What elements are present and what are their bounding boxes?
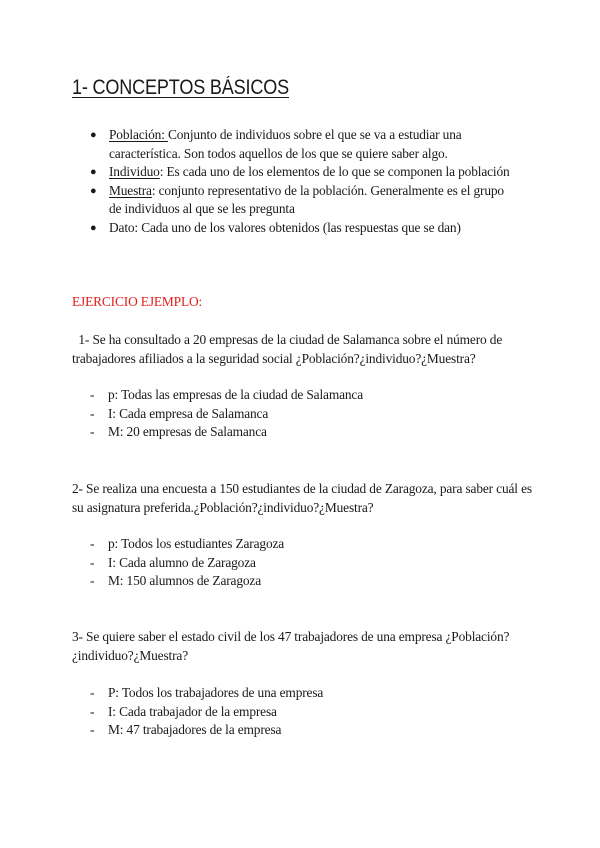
answer-text: M: 47 trabajadores de la empresa: [108, 722, 282, 737]
answer-text: M: 20 empresas de Salamanca: [108, 424, 267, 439]
list-item: [90, 554, 510, 573]
list-item: [90, 703, 510, 722]
list-item: [90, 684, 510, 703]
term-label: Muestra: [109, 182, 152, 198]
concepts-list: [90, 126, 510, 237]
exercise-question-2: 2- Se realiza una encuesta a 150 estudiantes de la ciudad de Zaragoza, para saber cuál es su asignatura preferida.¿Población?¿individuo?¿Muestra?: [72, 481, 532, 515]
bullet-icon: ●: [90, 166, 97, 178]
example-heading: EJERCICIO EJEMPLO:: [72, 294, 203, 309]
dash-icon: -: [90, 405, 95, 421]
term-definition: Dato: Cada uno de los valores obtenidos (las respuestas que se dan): [109, 219, 461, 235]
dash-icon: -: [90, 536, 95, 551]
dash-icon: -: [90, 722, 95, 737]
answer-text: I: Cada alumno de Zaragoza: [108, 554, 256, 570]
dash-icon: -: [90, 573, 95, 588]
term-label: Individuo: [109, 164, 160, 179]
list-item-individuo: [90, 163, 510, 182]
list-item: [90, 535, 510, 554]
answer-text: I: Cada trabajador de la empresa: [108, 703, 277, 719]
section-title: 1- CONCEPTOS BÁSICOS: [72, 76, 290, 99]
list-item: [90, 423, 510, 442]
answer-text: I: Cada empresa de Salamanca: [108, 405, 269, 421]
answer-text: p: Todas las empresas de la ciudad de Salamanca: [108, 387, 364, 402]
term-definition: : Es cada uno de los elementos de lo que se componen la población: [159, 164, 510, 179]
bullet-icon: ●: [90, 184, 97, 197]
answer-text: p: Todos los estudiantes Zaragoza: [108, 536, 285, 551]
answer-text: P: Todos los trabajadores de una empresa: [108, 685, 324, 700]
list-item: [90, 572, 510, 591]
exercise-question-1: 1- Se ha consultado a 20 empresas de la ciudad de Salamanca sobre el número de trabajadores afiliados a la seguridad social ¿Población?¿individuo?¿Muestra?: [72, 332, 506, 366]
answer-list-1: [90, 386, 510, 442]
list-item-dato: [90, 219, 510, 238]
term-definition: : conjunto representativo de la población. Generalmente es el grupo de individuos al que se les pregunta: [109, 182, 504, 216]
list-item: [90, 386, 510, 405]
bullet-icon: ●: [90, 129, 97, 141]
dash-icon: -: [90, 685, 95, 700]
dash-icon: -: [90, 387, 95, 402]
answer-list-2: [90, 535, 510, 591]
list-item-muestra: [90, 182, 510, 219]
dash-icon: -: [90, 424, 95, 439]
list-item: [90, 721, 510, 740]
answer-text: M: 150 alumnos de Zaragoza: [108, 573, 262, 588]
term-label: Población:: [109, 127, 168, 142]
term-definition: Conjunto de individuos sobre el que se va a estudiar una característica. Son todos aquellos de los que se quiere saber algo.: [109, 127, 462, 161]
exercise-question-3: 3- Se quiere saber el estado civil de los 47 trabajadores de una empresa ¿Población?¿individuo?¿Muestra?: [72, 629, 510, 663]
list-item-poblacion: [90, 126, 510, 163]
dash-icon: -: [90, 703, 95, 719]
bullet-icon: ●: [90, 221, 97, 234]
list-item: [90, 405, 510, 424]
dash-icon: -: [90, 554, 95, 570]
answer-list-3: [90, 684, 510, 740]
